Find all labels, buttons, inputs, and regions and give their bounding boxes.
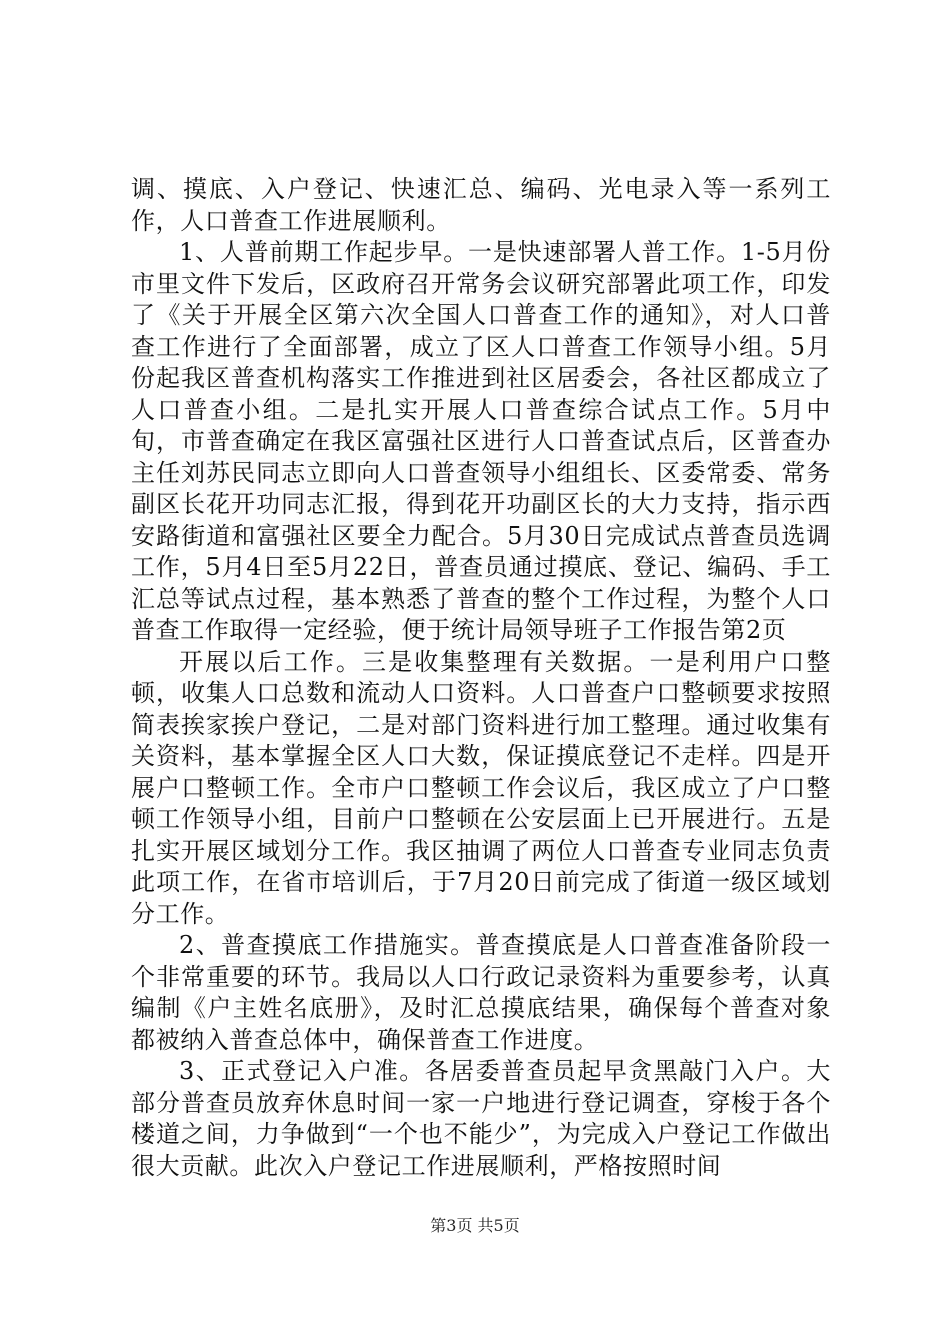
paragraph-section-3: 3、正式登记入户准。各居委普查员起早贪黑敲门入户。大部分普查员放弃休息时间一家一户地进行登记调查，穿梭于各个楼道之间，力争做到“一个也不能少”，为完成入户登记工作做出很大贡献。此次入户登记工作进展顺利，严格按照时间	[131, 1057, 831, 1180]
page-number-footer: 第3页 共5页	[430, 1216, 520, 1235]
paragraph-intro: 调、摸底、入户登记、快速汇总、编码、光电录入等一系列工作，人口普查工作进展顺利。	[131, 175, 831, 235]
document-body	[131, 174, 831, 1182]
paragraph-section-1-continued: 开展以后工作。三是收集整理有关数据。一是利用户口整顿，收集人口总数和流动人口资料。人口普查户口整顿要求按照简表挨家挨户登记，二是对部门资料进行加工整理。通过收集有关资料，基本掌握全区人口大数，保证摸底登记不走样。四是开展户口整顿工作。全市户口整顿工作会议后，我区成立了户口整顿工作领导小组，目前户口整顿在公安层面上已开展进行。五是扎实开展区域划分工作。我区抽调了两位人口普查专业同志负责此项工作，在省市培训后，于7月20日前完成了街道一级区域划分工作。	[131, 647, 831, 928]
paragraph-section-1: 1、人普前期工作起步早。一是快速部署人普工作。1-5月份市里文件下发后，区政府召开常务会议研究部署此项工作，印发了《关于开展全区第六次全国人口普查工作的通知》，对人口普查工作进行了全面部署，成立了区人口普查工作领导小组。5月份起我区普查机构落实工作推进到社区居委会，各社区都成立了人口普查小组。二是扎实开展人口普查综合试点工作。5月中旬，市普查确定在我区富强社区进行人口普查试点后，区普查办主任刘苏民同志立即向人口普查领导小组组长、区委常委、常务副区长花开功同志汇报，得到花开功副区长的大力支持，指示西安路街道和富强社区要全力配合。5月30日完成试点普查员选调工作，5月4日至5月22日，普查员通过摸底、登记、编码、手工汇总等试点过程，基本熟悉了普查的整个工作过程，为整个人口普查工作取得一定经验，便于统计局领导班子工作报告第2页	[131, 238, 831, 644]
paragraph-section-2: 2、普查摸底工作措施实。普查摸底是人口普查准备阶段一个非常重要的环节。我局以人口行政记录资料为重要参考，认真编制《户主姓名底册》，及时汇总摸底结果，确保每个普查对象都被纳入普查总体中，确保普查工作进度。	[131, 931, 831, 1054]
